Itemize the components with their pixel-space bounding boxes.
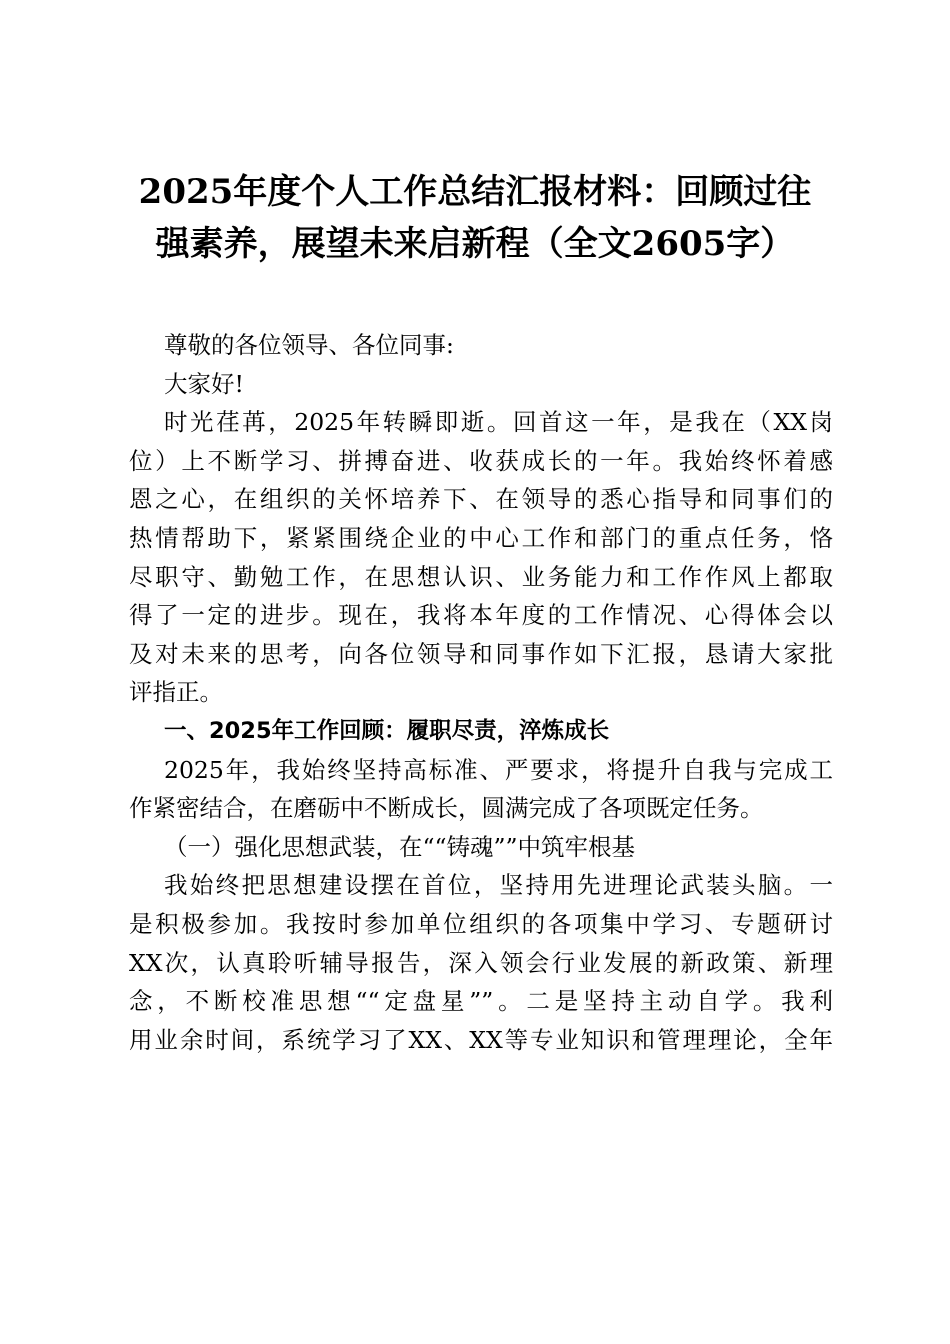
paragraph-line: 我始终把思想建设摆在首位，坚持用先进理论武装头脑。一: [164, 871, 833, 900]
title-line-1: 2025年度个人工作总结汇报材料：回顾过往: [138, 172, 812, 212]
subsection-heading: （一）强化思想武装，在““铸魂””中筑牢根基: [164, 832, 636, 861]
paragraph-line: 尽职守、勤勉工作，在思想认识、业务能力和工作作风上都取: [129, 562, 833, 591]
paragraph-line: 得了一定的进步。现在，我将本年度的工作情况、心得体会以: [129, 601, 833, 630]
title-line-2: 强素养，展望未来启新程（全文2605字）: [155, 224, 795, 264]
paragraph-line: 评指正。: [129, 678, 223, 707]
paragraph-line: XX次，认真聆听辅导报告，深入领会行业发展的新政策、新理: [129, 948, 833, 977]
paragraph-line: 及对未来的思考，向各位领导和同事作如下汇报，恳请大家批: [129, 639, 833, 668]
document-body: [129, 326, 833, 1059]
greeting: 大家好!: [164, 369, 244, 398]
paragraph-line: 作紧密结合，在磨砺中不断成长，圆满完成了各项既定任务。: [129, 794, 764, 823]
salutation: 尊敬的各位领导、各位同事:: [164, 331, 454, 359]
paragraph-line: 恩之心，在组织的关怀培养下、在领导的悉心指导和同事们的: [129, 485, 833, 514]
section1-paragraph: [129, 751, 833, 828]
document-title: [100, 166, 850, 270]
paragraph-line: 热情帮助下，紧紧围绕企业的中心工作和部门的重点任务，恪: [129, 523, 833, 552]
paragraph-line: 是积极参加。我按时参加单位组织的各项集中学习、专题研讨: [129, 909, 833, 938]
paragraph-line: 念，不断校准思想““定盘星””。二是坚持主动自学。我利: [129, 987, 833, 1016]
subsection1-paragraph: [129, 866, 833, 1059]
paragraph-line: 2025年，我始终坚持高标准、严要求，将提升自我与完成工: [164, 755, 833, 784]
paragraph-line: 位）上不断学习、拼搏奋进、收获成长的一年。我始终怀着感: [129, 446, 833, 475]
intro-paragraph: [129, 403, 833, 712]
paragraph-line: 时光荏苒，2025年转瞬即逝。回首这一年，是我在（XX岗: [164, 408, 833, 437]
paragraph-line: 用业余时间，系统学习了XX、XX等专业知识和管理理论，全年: [129, 1025, 833, 1054]
section-heading: 一、2025年工作回顾：履职尽责，淬炼成长: [164, 717, 610, 744]
